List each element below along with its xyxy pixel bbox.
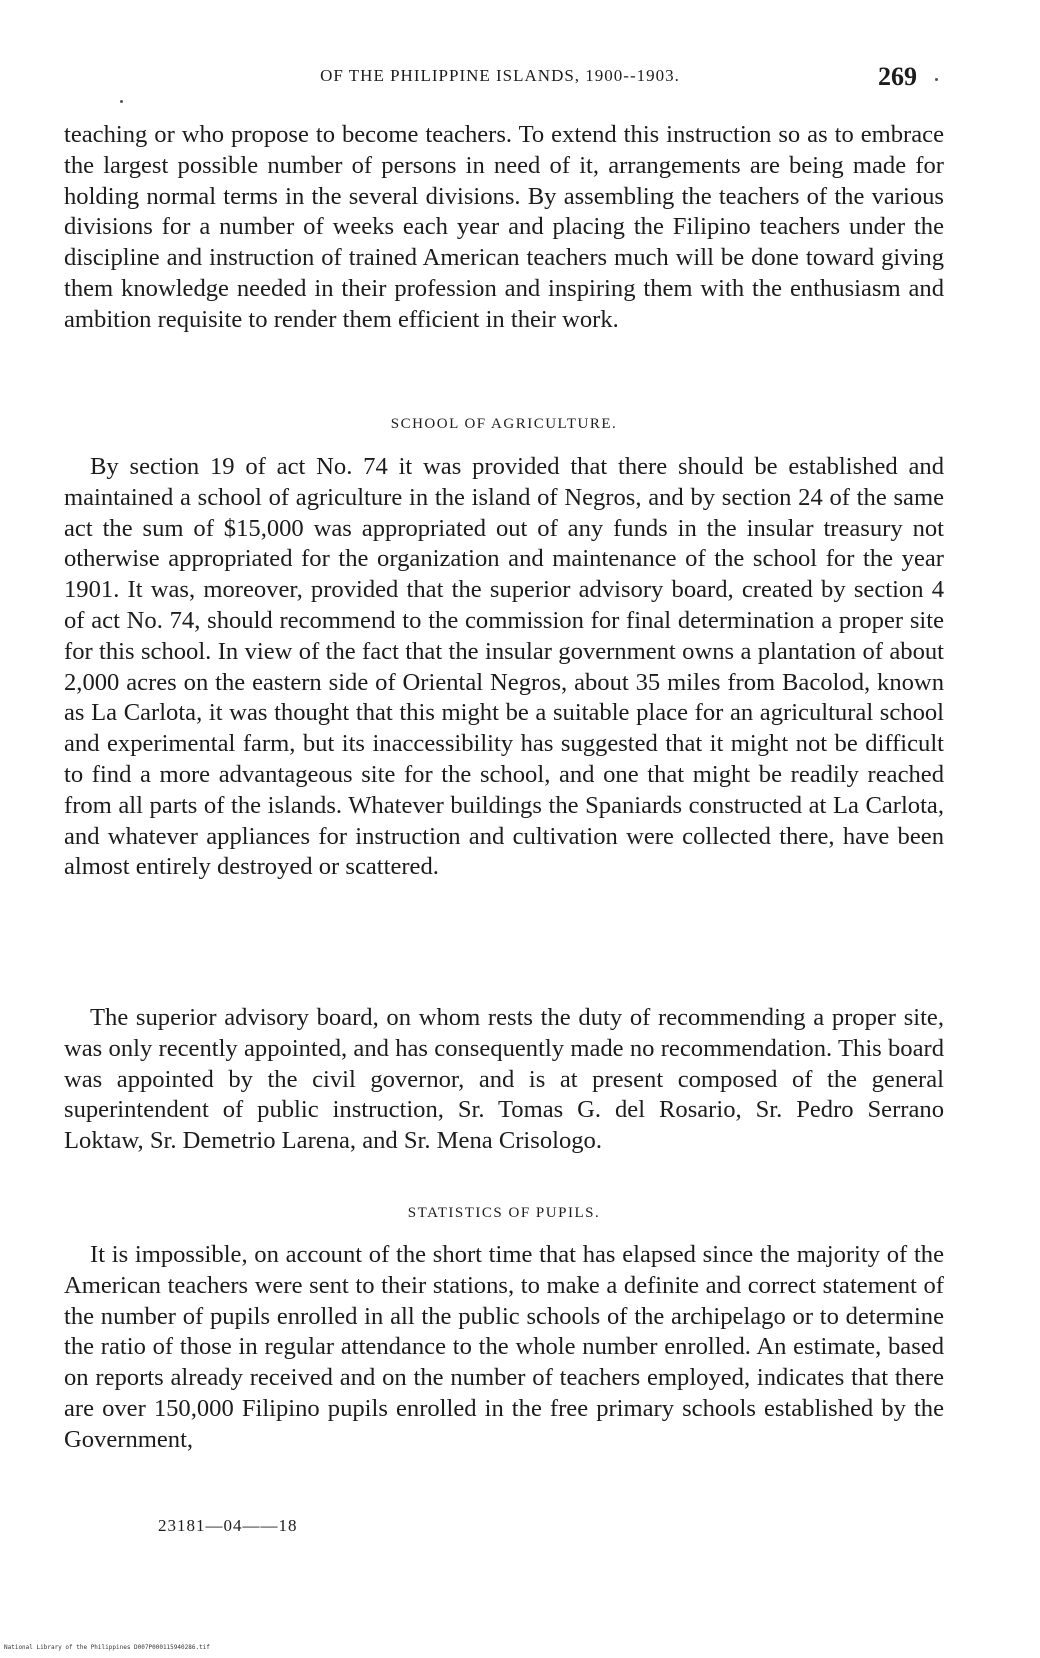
paragraph-text: By section 19 of act No. 74 it was provided that there should be established and maintained a school of agriculture in the island of Negros, and by section 24 of the same act the sum of $15,000 was appropriated out of any funds in the insular treasury not otherwise appropriated for the organization and maintenance of the school for the year 1901. It was, moreover, provided that the superior advisory board, created by section 4 of act No. 74, should recommend to the commission for final determination a proper site for this school. In view of the fact that the insular government owns a plantation of about 2,000 acres on the eastern side of Oriental Negros, about 35 miles from Bacolod, known as La Carlota, it was thought that this might be a suitable place for an agricultural school and experimental farm, but its inaccessibility has suggested that it might not be difficult to find a more advantageous site for the school, and one that might be readily reached from all parts of the islands. Whatever buildings the Spaniards constructed at La Carlota, and whatever appliances for instruction and cultivation were collected there, have been almost entirely destroyed or scattered. [64, 453, 944, 881]
page-number: 269 [878, 62, 917, 91]
scan-speck [120, 100, 123, 103]
scan-speck [935, 78, 938, 81]
library-stamp: National Library of the Philippines D007P000115940286.tif [4, 1644, 210, 1651]
running-head: OF THE PHILIPPINE ISLANDS, 1900--1903. [320, 66, 680, 85]
heading-statistics-of-pupils: STATISTICS OF PUPILS. [407, 1205, 601, 1221]
paragraph-normal-terms [64, 120, 944, 336]
paragraph-advisory-board [64, 1003, 944, 1157]
signature-mark: 23181—04——18 [158, 1516, 298, 1535]
heading-school-of-agriculture: SCHOOL OF AGRICULTURE. [390, 416, 618, 432]
paragraph-text: It is impossible, on account of the short time that has elapsed since the majority of the American teachers were sent to their stations, to make a definite and correct statement of the number of pupils enrolled in all the public schools of the archipelago or to determine the ratio of those in regular attendance to the whole number enrolled. An estimate, based on reports already received and on the number of teachers employed, indicates that there are over 150,000 Filipino pupils enrolled in the free primary schools established by the Government, [64, 1241, 944, 1453]
paragraph-text: teaching or who propose to become teachers. To extend this instruction so as to embrace the largest possible number of persons in need of it, arrangements are being made for holding normal terms in the several divisions. By assembling the teachers of the various divisions for a number of weeks each year and placing the Filipino teachers under the discipline and instruction of trained American teachers much will be done toward giving them knowledge needed in their profession and inspiring them with the enthusiasm and ambition requisite to render them efficient in their work. [64, 121, 944, 333]
paragraph-pupil-statistics [64, 1240, 944, 1456]
paragraph-text: The superior advisory board, on whom rests the duty of recommending a proper site, was only recently appointed, and has consequently made no recommendation. This board was appointed by the civil governor, and is at present composed of the general superintendent of public instruction, Sr. Tomas G. del Rosario, Sr. Pedro Serrano Loktaw, Sr. Demetrio Larena, and Sr. Mena Crisologo. [64, 1004, 944, 1155]
paragraph-agriculture-act [64, 452, 944, 883]
